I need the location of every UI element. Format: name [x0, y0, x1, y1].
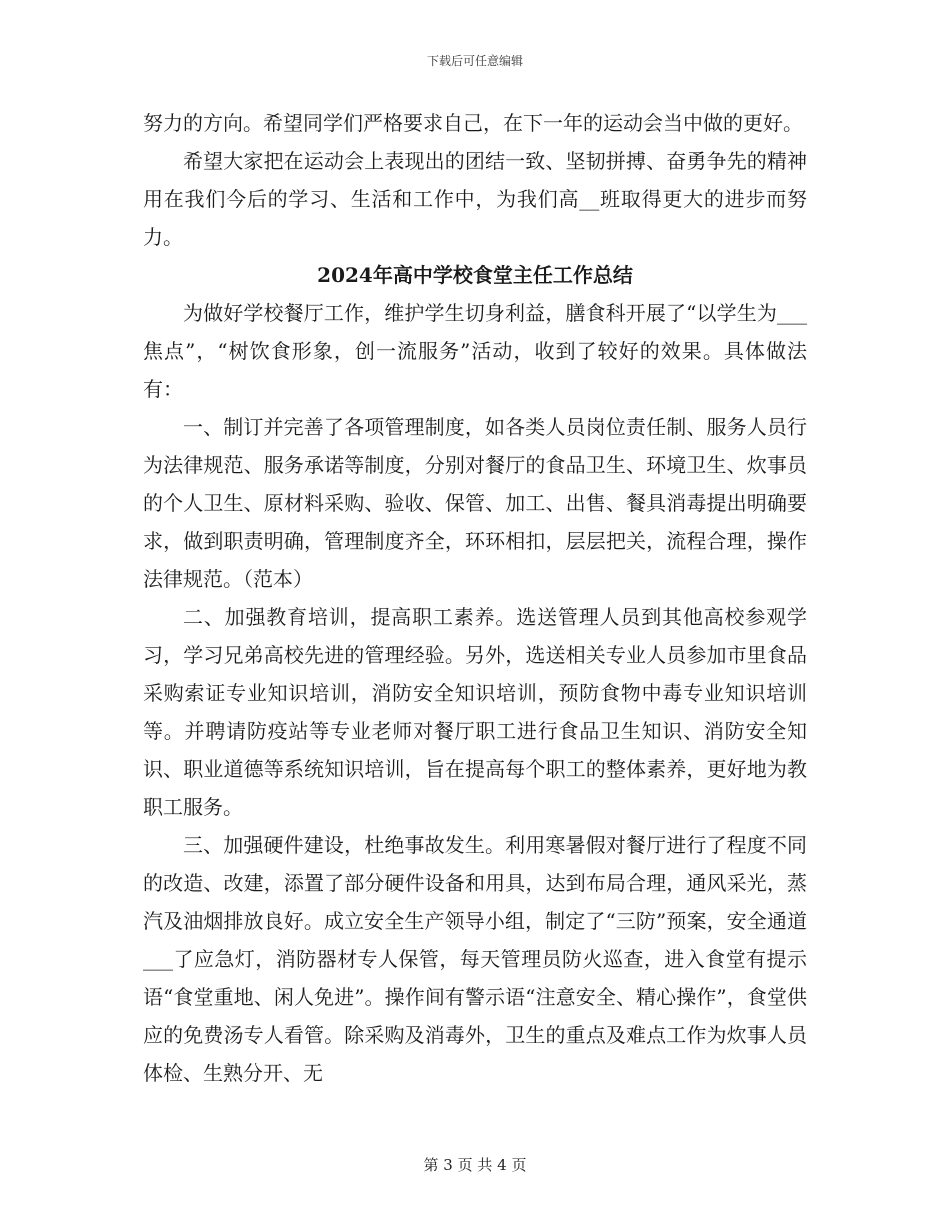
- point-one-paragraph: 一、制订并完善了各项管理制度，如各类人员岗位责任制、服务人员行为法律规范、服务承诺等制度，分别对餐厅的食品卫生、环境卫生、炊事员的个人卫生、原材料采购、验收、保管、加工、出售、餐具消毒提出明确要求，做到职责明确，管理制度齐全，环环相扣，层层把关，流程合理，操作法律规范。（范本）: [143, 415, 807, 591]
- page-header-note: 下载后可任意编辑: [426, 54, 523, 68]
- document-body: [143, 104, 807, 1092]
- point-three-paragraph: 三、加强硬件建设，杜绝事故发生。利用寒暑假对餐厅进行了程度不同的改造、改建，添置了部分硬件设备和用具，达到布局合理，通风采光，蒸汽及油烟排放良好。成立安全生产领导小组，制定了“三防”预案，安全通道___了应急灯，消防器材专人保管，每天管理员防火巡查，进入食堂有提示语“食堂重地、闲人免进”。操作间有警示语“注意安全、精心操作”，食堂供应的免费汤专人看管。除采购及消毒外，卫生的重点及难点工作为炊事人员体检、生熟分开、无: [143, 833, 807, 1085]
- continued-paragraph: 努力的方向。希望同学们严格要求自己，在下一年的运动会当中做的更好。: [143, 111, 803, 135]
- closing-paragraph: 希望大家把在运动会上表现出的团结一致、坚韧拼搏、奋勇争先的精神用在我们今后的学习、生活和工作中，为我们高__班取得更大的进步而努力。: [143, 149, 807, 249]
- section-title: 2024年高中学校食堂主任工作总结: [317, 263, 633, 287]
- intro-paragraph: 为做好学校餐厅工作，维护学生切身利益，膳食科开展了“以学生为___焦点”，“树饮食形象，创一流服务”活动，收到了较好的效果。具体做法有：: [143, 301, 807, 401]
- point-two-paragraph: 二、加强教育培训，提高职工素养。选送管理人员到其他高校参观学习，学习兄弟高校先进的管理经验。另外，选送相关专业人员参加市里食品采购索证专业知识培训，消防安全知识培训，预防食物中毒专业知识培训等。并聘请防疫站等专业老师对餐厅职工进行食品卫生知识、消防安全知识、职业道德等系统知识培训，旨在提高每个职工的整体素养，更好地为教职工服务。: [143, 605, 807, 819]
- page-number-footer: 第 3 页 共 4 页: [423, 1156, 527, 1174]
